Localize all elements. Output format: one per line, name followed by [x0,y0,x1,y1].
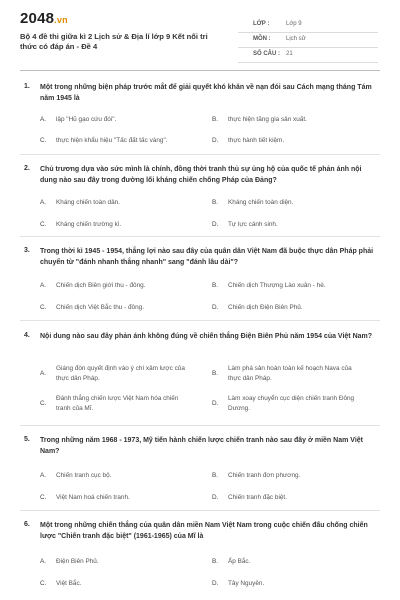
question-number: 1. [24,83,30,90]
info-value: Lớp 9 [286,21,302,27]
question-2 [20,165,378,228]
option-letter: D. [212,137,219,144]
option-text: Giáng đòn quyết định vào ý chí xâm lược của thực dân Pháp. [56,365,185,382]
option-letter: A. [40,199,47,206]
question-stem: Trong thời kì 1945 - 1954, thắng lợi nào sau đây của quân dân Việt Nam đã buộc thực dân Pháp phải chuyển từ "đánh nhanh thắng nhanh" sang "đánh lâu dài"? [40,248,374,266]
option-text: thực hiện khẩu hiệu "Tấc đất tấc vàng". [56,137,168,144]
question-number: 3. [24,247,30,254]
info-value: 21 [286,51,293,57]
option-letter: B. [212,116,219,123]
info-row-subject [238,33,378,48]
option-text: Ấp Bắc. [228,558,251,565]
option-letter: D. [212,221,219,228]
question-1 [20,83,378,143]
option-letter: A. [40,558,47,565]
question-divider [20,425,380,426]
question-6 [20,521,378,591]
option-letter: A. [40,472,47,479]
header-divider [20,70,380,71]
option-text: Tự lực cánh sinh. [228,221,278,228]
question-stem: Nội dung nào sau đây phản ánh không đúng về chiến thắng Điện Biên Phủ năm 1954 của Việt Nam? [40,333,373,340]
option-letter: D. [212,400,219,407]
option-text: Kháng chiến toàn dân. [56,199,120,206]
option-text: Chiến dịch Thượng Lào xuân - hè. [228,282,326,289]
question-number: 6. [24,521,30,528]
option-text: Làm xoay chuyển cục diện chiến tranh Đông Dương. [228,395,355,412]
option-text: Làm phá sản hoàn toàn kế hoạch Nava của thực dân Pháp. [228,365,352,382]
question-divider [20,236,380,237]
option-letter: B. [212,370,219,377]
option-text: Kháng chiến toàn diện. [228,199,294,206]
option-text: Việt Nam hoá chiến tranh. [56,494,130,501]
question-number: 4. [24,332,30,339]
option-letter: C. [40,400,47,407]
option-text: Tây Nguyên. [228,580,265,587]
option-text: Chiến tranh đơn phương. [228,472,301,479]
option-letter: D. [212,494,219,501]
question-3 [20,247,378,311]
option-letter: C. [40,580,47,587]
question-stem: Trong những năm 1968 - 1973, Mỹ tiến hành chiến lược chiến tranh nào sau đây ở miền Nam Việt Nam? [40,437,363,455]
question-5 [20,436,378,501]
option-letter: A. [40,370,47,377]
option-text: thực hành tiết kiệm. [228,137,285,144]
option-letter: B. [212,472,219,479]
option-letter: D. [212,580,219,587]
logo-main: 2048 [20,10,55,27]
option-letter: A. [40,282,47,289]
logo-suffix: .vn [54,15,68,25]
option-letter: B. [212,199,219,206]
option-text: Chiến dịch Điện Biên Phủ. [228,304,303,311]
option-letter: B. [212,558,219,565]
question-number: 5. [24,436,30,443]
option-text: Kháng chiến trường kì. [56,221,122,228]
question-divider [20,510,380,511]
option-text: Chiến dịch Biên giới thu - đông. [56,282,146,289]
site-logo[interactable] [20,10,68,27]
question-stem: Chủ trương dựa vào sức mình là chính, đồng thời tranh thủ sự ủng hộ của quốc tế phản ánh nội dung nào sau đây trong đường lối kháng chiến chống Pháp của Đảng? [40,166,362,184]
question-stem: Một trong những chiến thắng của quân dân miền Nam Việt Nam trong cuộc chiến đấu chống chiến lược "Chiến tranh đặc biệt" (1961-1965) của Mĩ là [40,522,368,540]
option-text: Chiến tranh cục bộ. [56,472,112,479]
option-text: Chiến dịch Việt Bắc thu - đông. [56,304,144,311]
option-letter: C. [40,494,47,501]
option-letter: C. [40,304,47,311]
option-letter: A. [40,116,47,123]
option-letter: B. [212,282,219,289]
info-label: SỐ CÂU : [253,51,280,57]
option-text: Điện Biên Phủ. [56,558,99,565]
question-divider [20,320,380,321]
option-text: lập "Hũ gạo cứu đói". [56,116,117,123]
info-table [238,18,378,63]
info-row-count [238,48,378,63]
question-4 [20,332,378,422]
info-row-class [238,18,378,33]
info-value: Lịch sử [286,36,306,42]
option-letter: D. [212,304,219,311]
info-label: MÔN : [253,36,271,42]
option-text: Việt Bắc. [56,580,82,587]
option-text: thực hiện tăng gia sản xuất. [228,116,307,123]
document-title: Bộ 4 đề thi giữa kì 2 Lịch sử & Địa lí lớp 9 Kết nối tri thức có đáp án - Đề 4 [20,32,208,51]
info-label: LỚP : [253,21,270,27]
option-letter: C. [40,221,47,228]
option-text: Chiến tranh đặc biệt. [228,494,287,501]
question-divider [20,154,380,155]
question-stem: Một trong những biện pháp trước mắt để giải quyết khó khăn về nạn đói sau Cách mạng tháng Tám năm 1945 là [40,84,372,102]
option-letter: C. [40,137,47,144]
question-number: 2. [24,165,30,172]
option-text: Đánh thắng chiến lược Việt Nam hóa chiến tranh của Mĩ. [56,395,179,412]
document-header [0,0,400,62]
